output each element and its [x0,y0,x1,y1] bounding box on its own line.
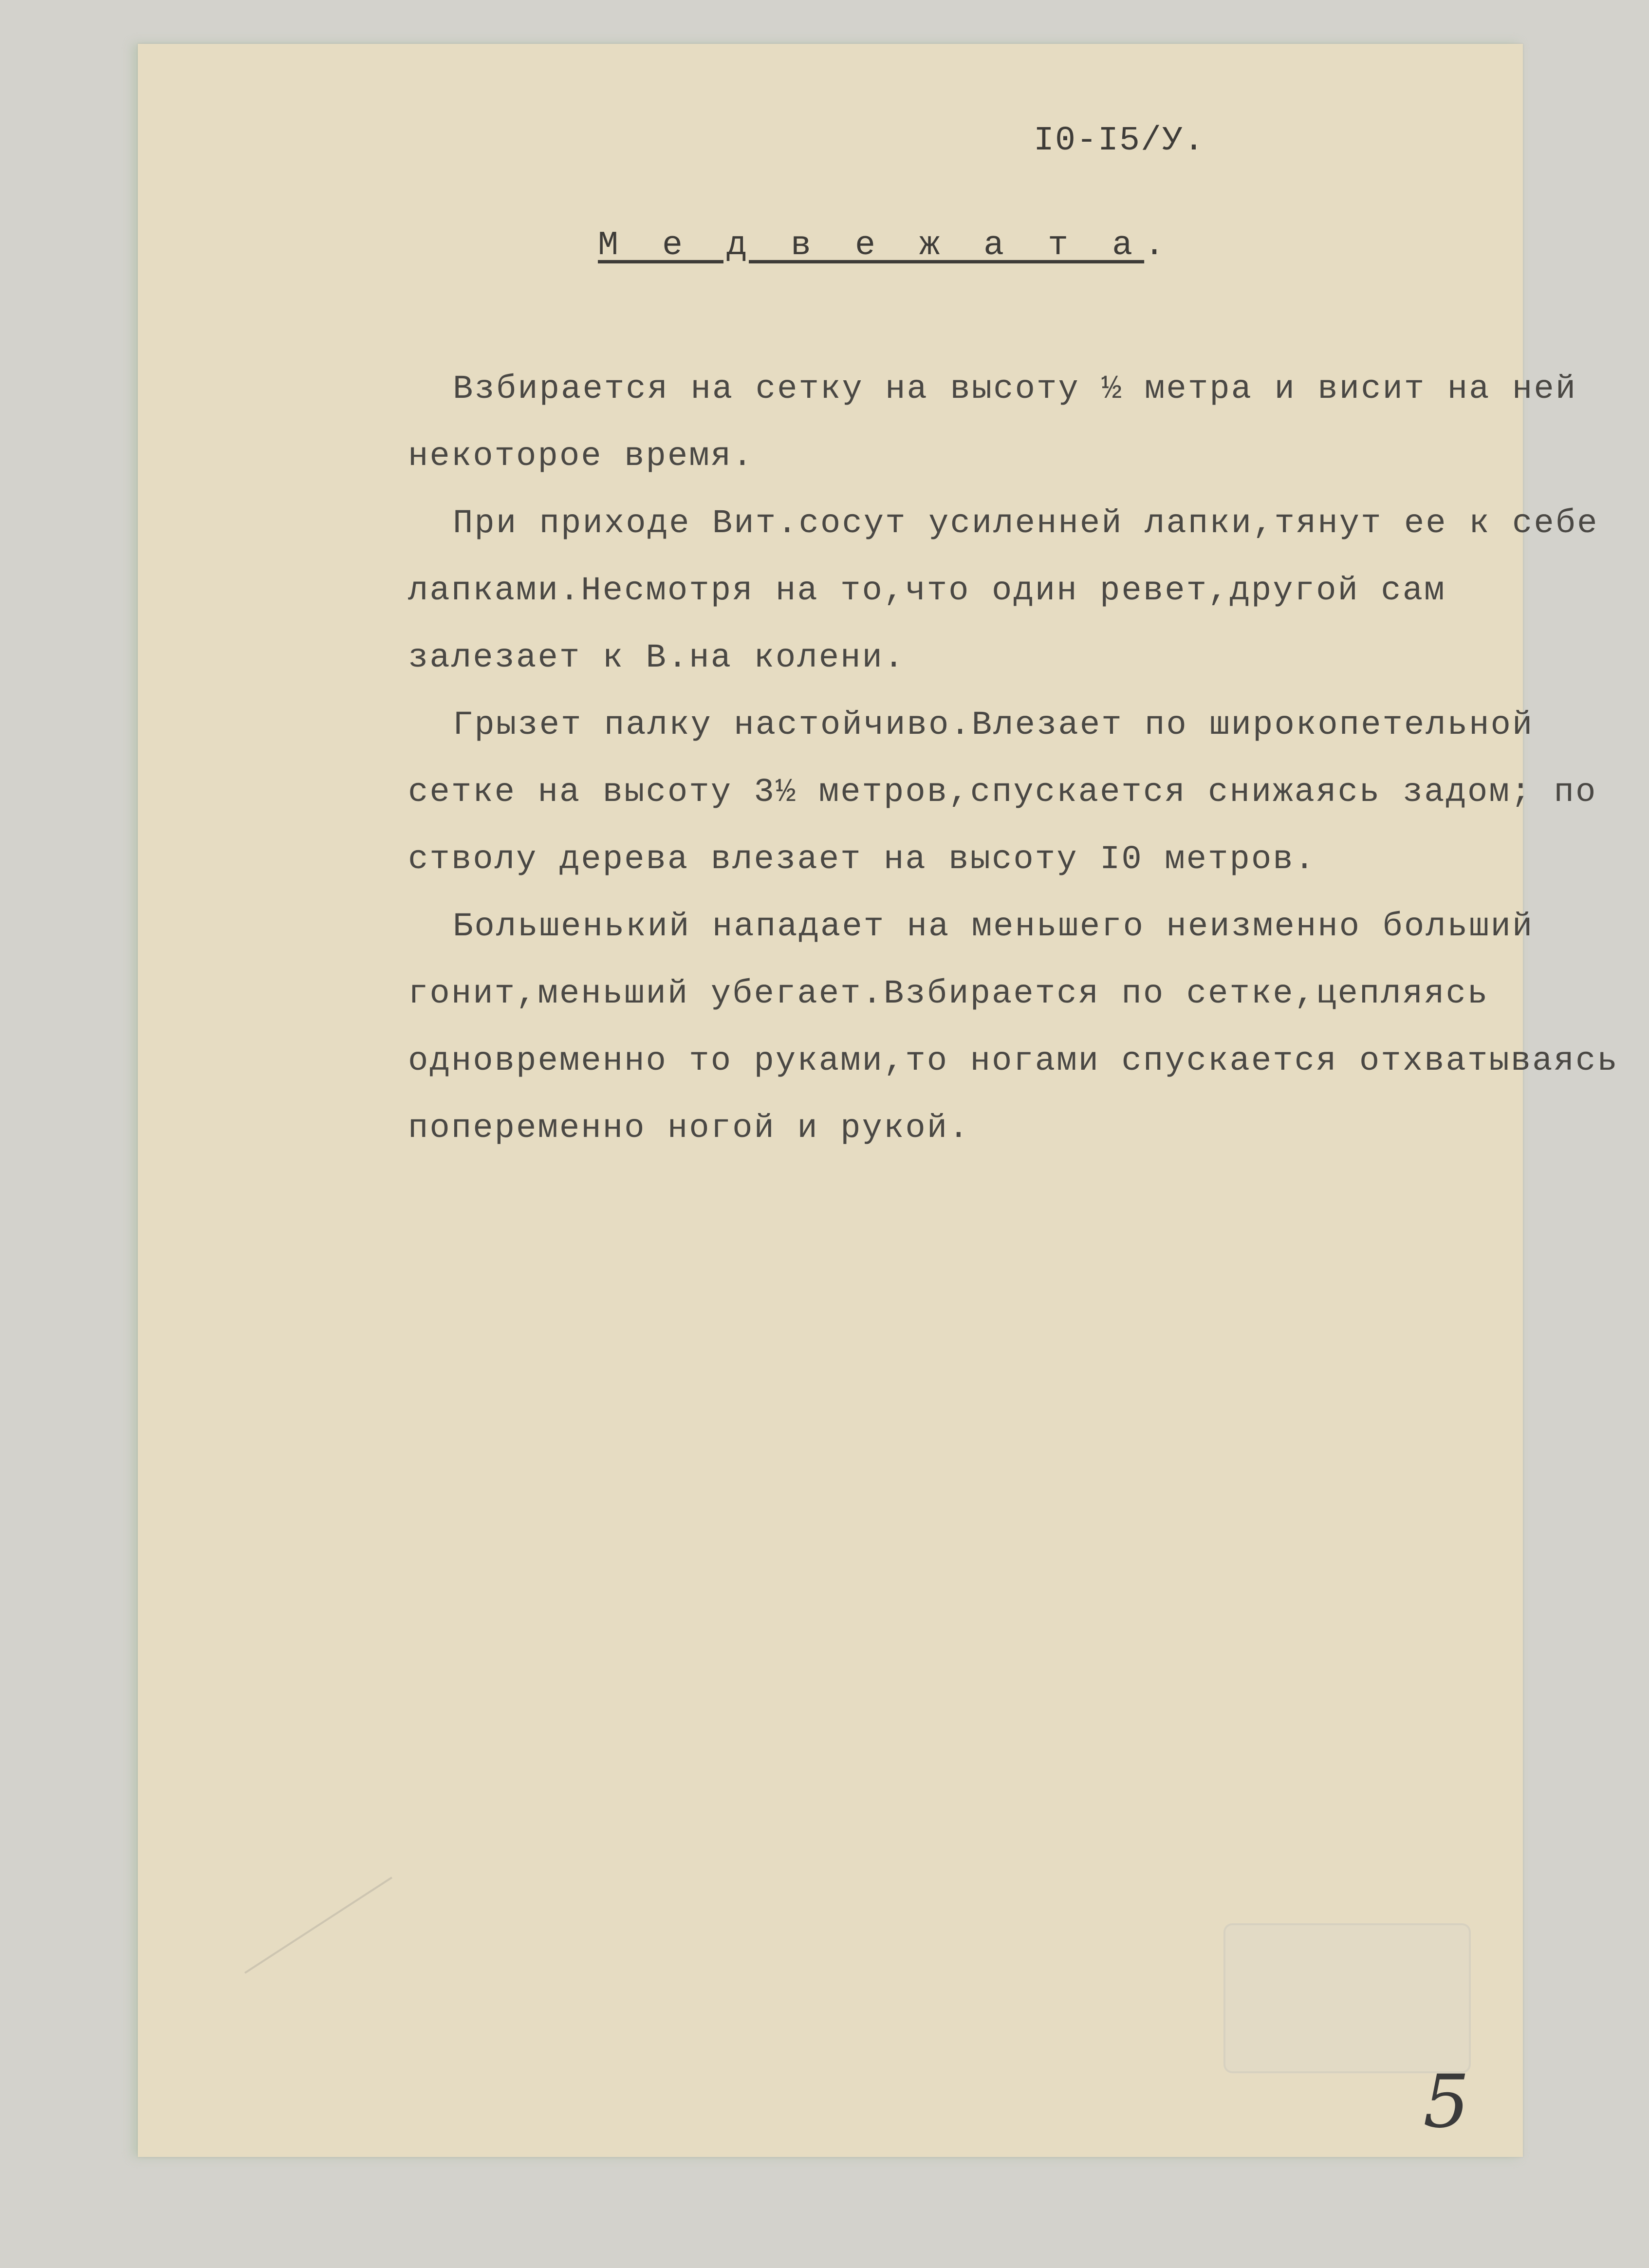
document-sheet [138,44,1619,2157]
pencil-mark [244,1877,392,1973]
title-period: . [1144,226,1177,265]
paragraph-2: При приходе Вит.сосут усиленней лапки,тянут ее к себе лапками.Несмотря на то,что один ревет,другой сам залезает к В.на колени. [408,504,1599,677]
page-number: 5 [1423,2060,1470,2144]
title-text: М е д в е ж а т а [598,226,1145,265]
faded-stamp [1223,1923,1471,2073]
paragraph-3: Грызет палку настойчиво.Влезает по широкопетельной сетке на высоту 3½ метров,спускается снижаясь задом; по стволу дерева влезает на высоту I0 метров. [408,706,1597,878]
paragraph-1: Взбирается на сетку на высоту ½ метра и висит на ней некоторое время. [408,370,1577,475]
paragraph-4: Большенький нападает на меньшего неизменно больший гонит,меньший убегает.Взбирается по сетке,цепляясь одновременно то руками,то ногами спускается отхватываясь попеременно ногой и рукой. [408,908,1619,1147]
document-title [598,226,1176,265]
document-body [408,355,1625,1162]
document-reference: I0-I5/У. [1034,122,1205,160]
